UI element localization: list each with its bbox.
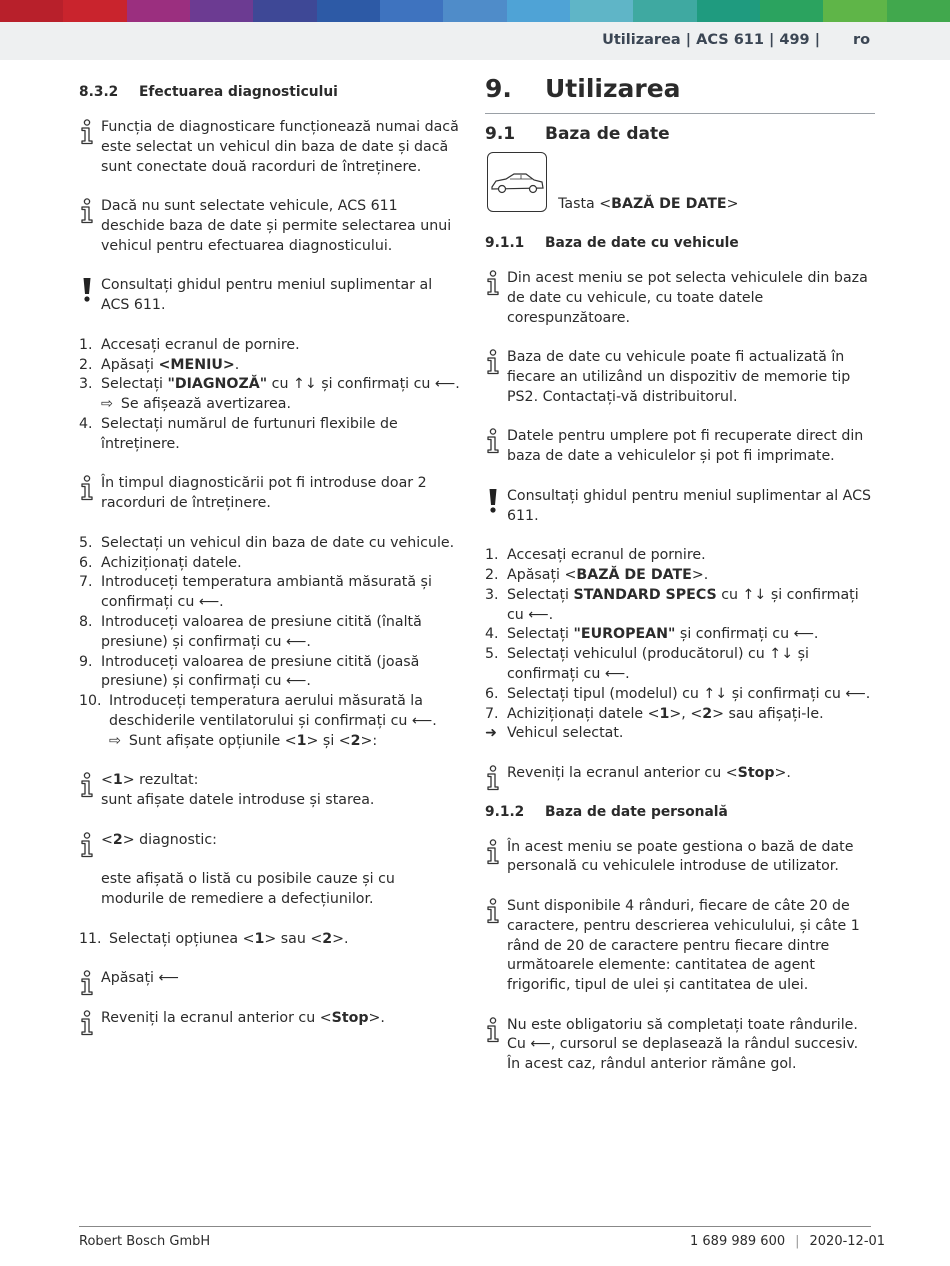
band-segment bbox=[380, 0, 443, 22]
band-segment bbox=[127, 0, 190, 22]
list-item: 6. Selectați tipul (modelul) cu ↑↓ și confirmați cu ⟵. bbox=[485, 685, 871, 702]
page-header bbox=[0, 22, 950, 60]
result-arrow-icon: ➜ bbox=[485, 725, 497, 742]
band-segment bbox=[507, 0, 570, 22]
info-icon bbox=[79, 475, 95, 501]
info-icon bbox=[485, 1017, 501, 1043]
brand-color-band bbox=[0, 0, 950, 22]
warning-note: Consultați ghidul pentru meniul suplimentar al ACS 611. bbox=[79, 276, 461, 316]
info-icon bbox=[485, 428, 501, 454]
right-column bbox=[485, 74, 875, 1095]
info-icon bbox=[485, 270, 501, 296]
band-segment bbox=[0, 0, 63, 22]
info-icon bbox=[79, 198, 95, 224]
list-item: 1. Accesați ecranul de pornire. bbox=[79, 336, 300, 353]
list-item: 11. Selectați opțiunea <1> sau <2>. bbox=[79, 930, 349, 947]
list-item: 7. Introduceți temperatura ambiantă măsurată și confirmați cu ⟵. bbox=[79, 574, 432, 611]
warning-icon bbox=[485, 488, 501, 514]
footer-divider bbox=[79, 1226, 871, 1227]
info-note: Din acest meniu se pot selecta vehiculele din baza de date cu vehicule, cu toate datele corespunzătoare. bbox=[485, 269, 875, 328]
steps-list-a2 bbox=[79, 415, 461, 455]
info-note: Nu este obligatoriu să completați toate rândurile. Cu ⟵, cursorul se deplasează la rândul succesiv. În acest caz, rândul anterior rămâne gol. bbox=[485, 1016, 875, 1075]
info-icon bbox=[79, 832, 95, 858]
footer-date: 2020-12-01 bbox=[809, 1234, 886, 1249]
list-item: 2. Apăsați <MENIU>. bbox=[79, 356, 240, 373]
info-note: <2> diagnostic: bbox=[79, 831, 461, 851]
left-column bbox=[79, 78, 461, 1048]
info-note: Funcția de diagnosticare funcționează numai dacă este selectat un vehicul din baza de date și dacă sunt conectate două racorduri de întreținere. bbox=[79, 118, 461, 177]
section-heading-9-1-2: 9.1.2 Baza de date personală bbox=[485, 803, 728, 820]
result-line: ⇨ Se afișează avertizarea. bbox=[101, 396, 291, 413]
band-segment bbox=[697, 0, 760, 22]
band-segment bbox=[63, 0, 126, 22]
band-segment bbox=[190, 0, 253, 22]
info-icon bbox=[79, 1010, 95, 1036]
list-item: 4. Selectați "EUROPEAN" și confirmați cu ⟵. bbox=[485, 626, 819, 643]
database-key: Tasta <BAZĂ DE DATE> bbox=[487, 152, 875, 215]
info-note: Baza de date cu vehicule poate fi actualizată în fiecare an utilizând un dispozitiv de memorie tip PS2. Contactați-vă distribuitorul. bbox=[485, 348, 875, 407]
info-icon bbox=[485, 765, 501, 791]
steps-list-c bbox=[79, 930, 461, 950]
info-note: În acest meniu se poate gestiona o bază de date personală cu vehiculele introduse de utilizator. bbox=[485, 838, 875, 878]
list-item: 6. Achiziționați datele. bbox=[79, 554, 242, 571]
band-segment bbox=[253, 0, 316, 22]
list-item: 5. Selectați un vehicul din baza de date cu vehicule. bbox=[79, 534, 455, 551]
result-arrow-icon: ⇨ bbox=[101, 396, 113, 413]
band-segment bbox=[760, 0, 823, 22]
list-item: 10. Introduceți temperatura aerului măsurată la deschiderile ventilatorului și confirmați cu ⟵. bbox=[79, 693, 437, 729]
result-arrow-icon: ⇨ bbox=[109, 732, 121, 749]
info-note: Apăsați ⟵ bbox=[79, 969, 461, 989]
info-icon bbox=[485, 898, 501, 924]
info-icon bbox=[79, 970, 95, 996]
list-item: 3. Selectați STANDARD SPECS cu ↑↓ și confirmați cu ⟵. bbox=[485, 586, 859, 623]
band-segment bbox=[823, 0, 886, 22]
info-note: Sunt disponibile 4 rânduri, fiecare de câte 20 de caractere, pentru descrierea vehiculului, și câte 1 rând de 20 de caractere pentru fiecare dintre următoarele elemente: cantitatea de agent frigorific, tipul de ulei și cantitatea de ulei. bbox=[485, 897, 875, 996]
band-segment bbox=[317, 0, 380, 22]
car-key-icon bbox=[487, 152, 547, 212]
band-segment bbox=[633, 0, 696, 22]
steps-list-b bbox=[79, 534, 461, 732]
footer-docnum: 1 689 989 600 bbox=[690, 1234, 786, 1249]
list-item: 2. Apăsați <BAZĂ DE DATE>. bbox=[485, 566, 709, 583]
list-item: 3. Selectați "DIAGNOZĂ" cu ↑↓ și confirmați cu ⟵. bbox=[79, 376, 460, 393]
footer-company: Robert Bosch GmbH bbox=[79, 1234, 211, 1249]
band-segment bbox=[443, 0, 506, 22]
header-language: ro bbox=[853, 32, 871, 48]
section-heading-9-1: 9.1 Baza de date bbox=[485, 124, 670, 144]
info-note: Datele pentru umplere pot fi recuperate direct din baza de date a vehiculelor și pot fi imprimate. bbox=[485, 427, 875, 467]
info-icon bbox=[79, 119, 95, 145]
info-note: În timpul diagnosticării pot fi introduse doar 2 racorduri de întreținere. bbox=[79, 474, 461, 514]
steps-list-db bbox=[485, 546, 875, 704]
steps-list-db2 bbox=[485, 705, 875, 725]
list-item: 5. Selectați vehiculul (producătorul) cu ↑↓ și confirmați cu ⟵. bbox=[485, 646, 809, 682]
info-note: Dacă nu sunt selectate vehicule, ACS 611 deschide baza de date și permite selectarea unui vehicul pentru efectuarea diagnosticului. bbox=[79, 197, 461, 256]
result-line: ⇨ Sunt afișate opțiunile <1> și <2>: bbox=[109, 732, 378, 749]
band-segment bbox=[887, 0, 950, 22]
info-icon bbox=[485, 349, 501, 375]
section-heading-9-1-1: 9.1.1 Baza de date cu vehicule bbox=[485, 235, 739, 251]
info-note: Reveniți la ecranul anterior cu <Stop>. bbox=[485, 764, 875, 784]
footer-meta: 1 689 989 600 | 2020-12-01 bbox=[690, 1234, 886, 1249]
info-icon bbox=[79, 772, 95, 798]
info-note: <1> rezultat: sunt afișate datele introduse și starea. bbox=[79, 771, 461, 811]
header-title: Utilizarea | ACS 611 | 499 | bbox=[602, 32, 820, 48]
info-note: Reveniți la ecranul anterior cu <Stop>. bbox=[79, 1009, 461, 1029]
list-item: 7. Achiziționați datele <1>, <2> sau afișați-le. bbox=[485, 705, 824, 722]
steps-list-a bbox=[79, 336, 461, 395]
section-heading-8-3-2: 8.3.2 Efectuarea diagnosticului bbox=[79, 84, 338, 100]
list-item: 4. Selectați numărul de furtunuri flexibile de întreținere. bbox=[79, 415, 398, 452]
list-item: 9. Introduceți valoarea de presiune citită (joasă presiune) și confirmați cu ⟵. bbox=[79, 653, 420, 690]
result-line: ➜ Vehicul selectat. bbox=[485, 724, 875, 744]
warning-note: Consultați ghidul pentru meniul suplimentar al ACS 611. bbox=[485, 487, 875, 527]
band-segment bbox=[570, 0, 633, 22]
diagnostic-description: este afișată o listă cu posibile cauze și cu modurile de remediere a defecțiunilor. bbox=[101, 871, 395, 908]
info-icon bbox=[485, 839, 501, 865]
warning-icon bbox=[79, 277, 95, 303]
chapter-title: 9. Utilizarea bbox=[485, 74, 875, 114]
list-item: 1. Accesați ecranul de pornire. bbox=[485, 547, 706, 564]
list-item: 8. Introduceți valoarea de presiune citită (înaltă presiune) și confirmați cu ⟵. bbox=[79, 613, 422, 650]
